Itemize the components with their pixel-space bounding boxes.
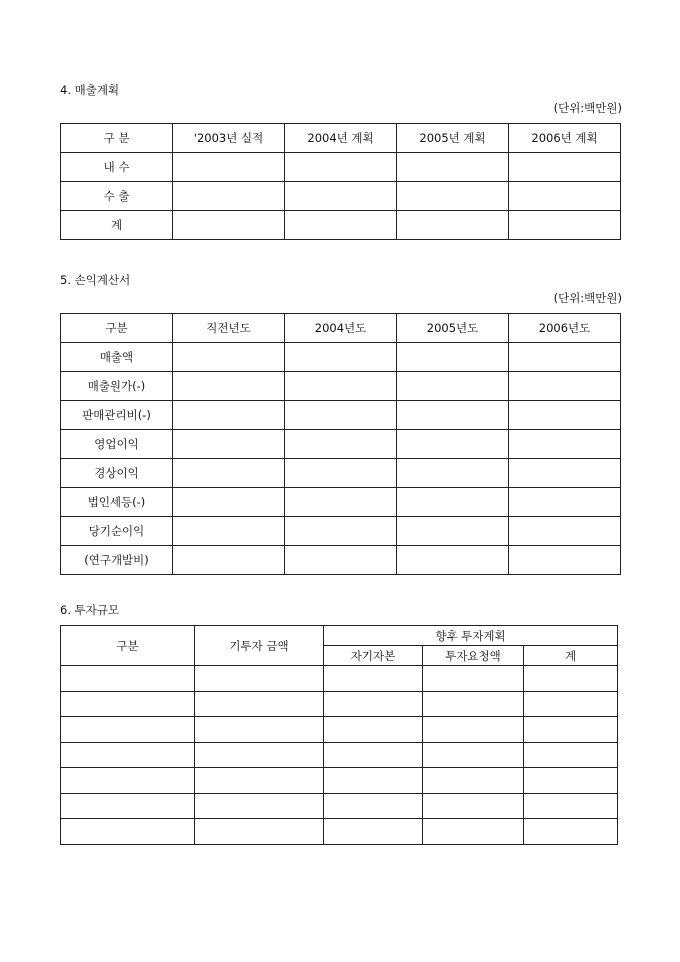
input-cell[interactable]: [509, 517, 621, 546]
table-header-row: [61, 124, 621, 153]
sales-plan-table: [60, 123, 621, 240]
header-cell: 투자요청액: [423, 646, 524, 666]
table-row: [61, 401, 621, 430]
input-cell[interactable]: [509, 401, 621, 430]
input-cell[interactable]: [285, 488, 397, 517]
row-label: 판매관리비(-): [61, 401, 173, 430]
header-cell: 2005년 계획: [397, 124, 509, 153]
input-cell[interactable]: [397, 488, 509, 517]
header-cell: 2006년도: [509, 314, 621, 343]
table-row: [61, 211, 621, 240]
row-label: 당기순이익: [61, 517, 173, 546]
input-cell[interactable]: [524, 793, 618, 819]
header-cell: '2003년 실적: [173, 124, 285, 153]
input-cell[interactable]: [397, 401, 509, 430]
input-cell[interactable]: [173, 372, 285, 401]
table-row: [61, 717, 618, 743]
row-label: 내 수: [61, 153, 173, 182]
table-row: [61, 666, 618, 692]
table-row: [61, 153, 621, 182]
row-label: 매출원가(-): [61, 372, 173, 401]
input-cell[interactable]: [423, 691, 524, 717]
input-cell[interactable]: [195, 742, 324, 768]
input-cell[interactable]: [285, 372, 397, 401]
input-cell[interactable]: [324, 717, 423, 743]
input-cell[interactable]: [423, 819, 524, 845]
input-cell[interactable]: [173, 488, 285, 517]
input-cell[interactable]: [173, 459, 285, 488]
input-cell[interactable]: [524, 742, 618, 768]
table-row: [61, 459, 621, 488]
row-label: 계: [61, 211, 173, 240]
header-cell: 2006년 계획: [509, 124, 621, 153]
header-cell: 2004년도: [285, 314, 397, 343]
input-cell[interactable]: [324, 666, 423, 692]
header-cell: 직전년도: [173, 314, 285, 343]
row-label: 수 출: [61, 182, 173, 211]
table-row: [61, 182, 621, 211]
input-cell[interactable]: [509, 343, 621, 372]
input-cell[interactable]: [509, 182, 621, 211]
input-cell[interactable]: [423, 666, 524, 692]
input-cell[interactable]: [509, 430, 621, 459]
input-cell[interactable]: [423, 742, 524, 768]
row-label: 매출액: [61, 343, 173, 372]
table-row: [61, 372, 621, 401]
input-cell[interactable]: [423, 768, 524, 794]
section5-title: 5. 손익계산서: [60, 273, 131, 287]
table-row: [61, 546, 621, 575]
input-cell[interactable]: [524, 691, 618, 717]
section5-unit: (단위:백만원): [553, 291, 622, 305]
input-cell[interactable]: [61, 717, 195, 743]
input-cell[interactable]: [324, 691, 423, 717]
input-cell[interactable]: [324, 768, 423, 794]
input-cell[interactable]: [397, 517, 509, 546]
input-cell[interactable]: [397, 430, 509, 459]
table-row: [61, 742, 618, 768]
input-cell[interactable]: [285, 459, 397, 488]
input-cell[interactable]: [61, 742, 195, 768]
header-cell: 자기자본: [324, 646, 423, 666]
header-cell: 기투자 금액: [195, 626, 324, 666]
input-cell[interactable]: [195, 819, 324, 845]
input-cell[interactable]: [61, 793, 195, 819]
input-cell[interactable]: [173, 343, 285, 372]
input-cell[interactable]: [195, 717, 324, 743]
input-cell[interactable]: [61, 768, 195, 794]
input-cell[interactable]: [324, 819, 423, 845]
input-cell[interactable]: [61, 691, 195, 717]
input-cell[interactable]: [173, 401, 285, 430]
input-cell[interactable]: [509, 488, 621, 517]
input-cell[interactable]: [285, 211, 397, 240]
input-cell[interactable]: [509, 153, 621, 182]
table-header-row: [61, 314, 621, 343]
investment-table: [60, 625, 618, 845]
input-cell[interactable]: [324, 793, 423, 819]
header-cell: 구분: [61, 314, 173, 343]
input-cell[interactable]: [524, 768, 618, 794]
input-cell[interactable]: [397, 372, 509, 401]
input-cell[interactable]: [509, 546, 621, 575]
input-cell[interactable]: [397, 459, 509, 488]
table-row: [61, 768, 618, 794]
input-cell[interactable]: [61, 666, 195, 692]
input-cell[interactable]: [524, 819, 618, 845]
table-row: [61, 343, 621, 372]
input-cell[interactable]: [173, 546, 285, 575]
input-cell[interactable]: [524, 717, 618, 743]
input-cell[interactable]: [509, 211, 621, 240]
header-cell: 2005년도: [397, 314, 509, 343]
table-header-row: [61, 626, 618, 646]
input-cell[interactable]: [285, 546, 397, 575]
input-cell[interactable]: [173, 430, 285, 459]
row-label: 영업이익: [61, 430, 173, 459]
input-cell[interactable]: [397, 546, 509, 575]
input-cell[interactable]: [173, 153, 285, 182]
input-cell[interactable]: [397, 182, 509, 211]
row-label: 법인세등(-): [61, 488, 173, 517]
header-cell: 2004년 계획: [285, 124, 397, 153]
section4-title: 4. 매출계획: [60, 83, 120, 97]
header-cell: 구 분: [61, 124, 173, 153]
input-cell[interactable]: [173, 182, 285, 211]
input-cell[interactable]: [285, 401, 397, 430]
table-row: [61, 430, 621, 459]
input-cell[interactable]: [173, 517, 285, 546]
input-cell[interactable]: [285, 343, 397, 372]
input-cell[interactable]: [324, 742, 423, 768]
input-cell[interactable]: [195, 666, 324, 692]
input-cell[interactable]: [285, 182, 397, 211]
input-cell[interactable]: [397, 343, 509, 372]
row-label: 경상이익: [61, 459, 173, 488]
table-row: [61, 488, 621, 517]
section4-unit: (단위:백만원): [553, 101, 622, 115]
input-cell[interactable]: [509, 459, 621, 488]
input-cell[interactable]: [195, 768, 324, 794]
table-row: [61, 691, 618, 717]
input-cell[interactable]: [285, 153, 397, 182]
header-cell: 구분: [61, 626, 195, 666]
input-cell[interactable]: [423, 793, 524, 819]
input-cell[interactable]: [285, 517, 397, 546]
input-cell[interactable]: [285, 430, 397, 459]
input-cell[interactable]: [61, 819, 195, 845]
header-cell: 계: [524, 646, 618, 666]
table-row: [61, 793, 618, 819]
input-cell[interactable]: [397, 153, 509, 182]
input-cell[interactable]: [195, 691, 324, 717]
input-cell[interactable]: [173, 211, 285, 240]
table-row: [61, 517, 621, 546]
income-statement-table: [60, 313, 621, 575]
input-cell[interactable]: [195, 793, 324, 819]
table-row: [61, 819, 618, 845]
input-cell[interactable]: [397, 211, 509, 240]
input-cell[interactable]: [524, 666, 618, 692]
input-cell[interactable]: [509, 372, 621, 401]
header-cell: 향후 투자계획: [324, 626, 618, 646]
section6-title: 6. 투자규모: [60, 603, 120, 617]
input-cell[interactable]: [423, 717, 524, 743]
row-label: (연구개발비): [61, 546, 173, 575]
